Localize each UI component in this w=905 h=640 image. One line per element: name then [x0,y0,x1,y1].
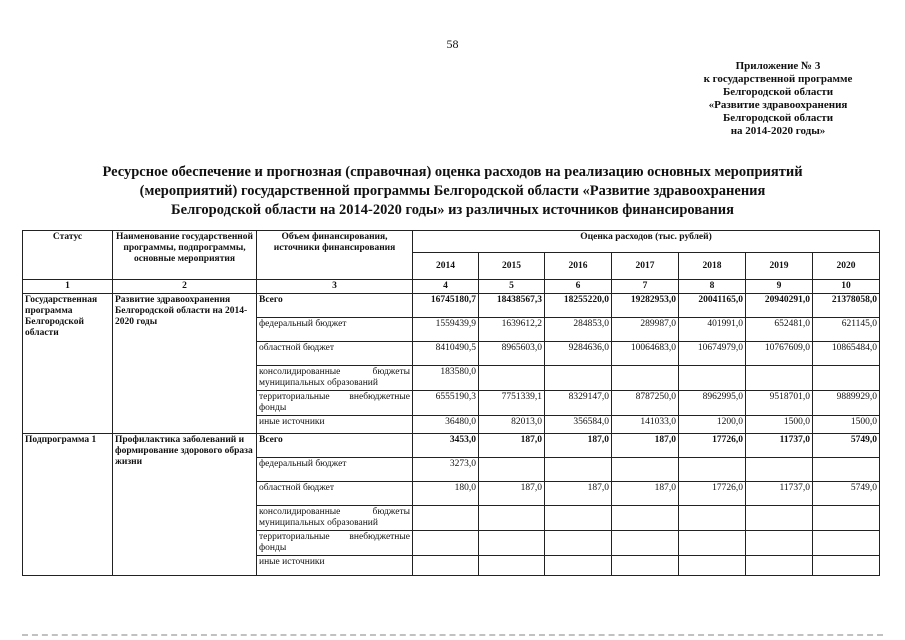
page-number: 58 [446,37,459,51]
column-index: 4 [413,280,479,294]
table-row [23,294,880,318]
appendix-line: «Развитие здравоохранения [708,99,848,111]
column-index-row [23,280,880,294]
amount-cell: 1500,0 [746,416,813,434]
amount-cell [813,506,880,531]
column-index: 6 [545,280,612,294]
amount-cell: 141033,0 [612,416,679,434]
amount-cell [479,458,545,482]
funding-source-cell: Всего [257,294,413,318]
amount-cell [612,458,679,482]
amount-cell [612,556,679,576]
amount-cell: 11737,0 [746,434,813,458]
amount-cell [679,556,746,576]
amount-cell: 8965603,0 [479,342,545,366]
title-line: Белгородской области на 2014-2020 годы» из различных источников финансирования [171,202,734,218]
funding-source-cell: федеральный бюджет [257,458,413,482]
amount-cell [545,556,612,576]
amount-cell [612,531,679,556]
amount-cell: 1559439,9 [413,318,479,342]
amount-cell [746,506,813,531]
amount-cell: 21378058,0 [813,294,880,318]
program-name-cell: Развитие здравоохранения Белгородской области на 2014-2020 годы [113,294,257,434]
appendix-line: к государственной программе [703,73,853,85]
amount-cell [612,506,679,531]
header-status: Статус [23,231,113,280]
amount-cell [545,458,612,482]
amount-cell [746,366,813,391]
amount-cell: 9284636,0 [545,342,612,366]
amount-cell [413,531,479,556]
amount-cell: 3453,0 [413,434,479,458]
amount-cell [413,506,479,531]
amount-cell [479,506,545,531]
amount-cell [746,458,813,482]
title-line: Ресурсное обеспечение и прогнозная (справочная) оценка расходов на реализацию основных мероприятий [102,164,803,180]
amount-cell: 1639612,2 [479,318,545,342]
amount-cell: 8962995,0 [679,391,746,416]
header-row [23,231,880,253]
amount-cell [679,458,746,482]
amount-cell [612,366,679,391]
amount-cell [746,556,813,576]
amount-cell: 5749,0 [813,482,880,506]
amount-cell: 187,0 [479,482,545,506]
funding-source-cell: территориальные внебюджетные фонды [257,531,413,556]
amount-cell: 17726,0 [679,434,746,458]
funding-source-cell: федеральный бюджет [257,318,413,342]
amount-cell: 9889929,0 [813,391,880,416]
amount-cell: 1500,0 [813,416,880,434]
header-year: 2018 [679,253,746,280]
amount-cell: 8329147,0 [545,391,612,416]
header-name: Наименование государственной программы, подпрограммы, основные мероприятия [113,231,257,280]
amount-cell [413,556,479,576]
amount-cell: 10767609,0 [746,342,813,366]
amount-cell: 183580,0 [413,366,479,391]
amount-cell: 401991,0 [679,318,746,342]
amount-cell: 7751339,1 [479,391,545,416]
column-index: 5 [479,280,545,294]
funding-source-cell: территориальные внебюджетные фонды [257,391,413,416]
amount-cell: 9518701,0 [746,391,813,416]
amount-cell [813,556,880,576]
amount-cell: 20940291,0 [746,294,813,318]
amount-cell: 1200,0 [679,416,746,434]
status-cell: Подпрограмма 1 [23,434,113,576]
amount-cell [479,556,545,576]
header-year: 2014 [413,253,479,280]
amount-cell [479,366,545,391]
amount-cell [479,531,545,556]
table-row [23,434,880,458]
amount-cell: 187,0 [545,482,612,506]
amount-cell: 621145,0 [813,318,880,342]
column-index: 1 [23,280,113,294]
amount-cell: 187,0 [612,482,679,506]
amount-cell [813,458,880,482]
amount-cell: 10674979,0 [679,342,746,366]
column-index: 10 [813,280,880,294]
amount-cell: 11737,0 [746,482,813,506]
amount-cell: 356584,0 [545,416,612,434]
amount-cell [679,531,746,556]
column-index: 2 [113,280,257,294]
amount-cell [679,506,746,531]
amount-cell: 187,0 [479,434,545,458]
document-title [40,163,865,220]
header-year: 2017 [612,253,679,280]
column-index: 3 [257,280,413,294]
appendix-line: Приложение № 3 [735,60,821,72]
status-cell: Государственная программа Белгородской области [23,294,113,434]
header-year: 2019 [746,253,813,280]
amount-cell: 187,0 [612,434,679,458]
funding-source-cell: консолидированные бюджеты муниципальных образований [257,366,413,391]
header-year: 2020 [813,253,880,280]
funding-source-cell: иные источники [257,556,413,576]
amount-cell: 17726,0 [679,482,746,506]
funding-source-cell: консолидированные бюджеты муниципальных образований [257,506,413,531]
appendix-line: Белгородской области [722,86,834,98]
column-index: 9 [746,280,813,294]
amount-cell: 3273,0 [413,458,479,482]
amount-cell [545,366,612,391]
amount-cell [746,531,813,556]
amount-cell [545,506,612,531]
header-year: 2016 [545,253,612,280]
amount-cell: 652481,0 [746,318,813,342]
amount-cell: 19282953,0 [612,294,679,318]
amount-cell: 187,0 [545,434,612,458]
funding-source-cell: областной бюджет [257,342,413,366]
column-index: 7 [612,280,679,294]
amount-cell: 10865484,0 [813,342,880,366]
bottom-rule [22,634,883,636]
amount-cell: 284853,0 [545,318,612,342]
amount-cell: 16745180,7 [413,294,479,318]
appendix-line: на 2014-2020 годы» [730,125,826,137]
amount-cell: 18255220,0 [545,294,612,318]
header-estimate: Оценка расходов (тыс. рублей) [413,231,880,253]
amount-cell: 8787250,0 [612,391,679,416]
amount-cell: 82013,0 [479,416,545,434]
appendix-line: Белгородской области [722,112,834,124]
amount-cell [545,531,612,556]
amount-cell: 5749,0 [813,434,880,458]
header-source: Объем финансирования, источники финансирования [257,231,413,280]
amount-cell: 289987,0 [612,318,679,342]
amount-cell: 6555190,3 [413,391,479,416]
funding-source-cell: областной бюджет [257,482,413,506]
funding-source-cell: иные источники [257,416,413,434]
amount-cell: 8410490,5 [413,342,479,366]
column-index: 8 [679,280,746,294]
funding-source-cell: Всего [257,434,413,458]
program-name-cell: Профилактика заболеваний и формирование здорового образа жизни [113,434,257,576]
funding-table [22,230,880,576]
appendix-note [673,60,883,138]
amount-cell [679,366,746,391]
amount-cell: 180,0 [413,482,479,506]
title-line: (мероприятий) государственной программы Белгородской области «Развитие здравоохранения [139,183,766,199]
amount-cell: 10064683,0 [612,342,679,366]
amount-cell [813,366,880,391]
amount-cell: 20041165,0 [679,294,746,318]
header-year: 2015 [479,253,545,280]
amount-cell: 18438567,3 [479,294,545,318]
amount-cell [813,531,880,556]
table-body [23,294,880,576]
amount-cell: 36480,0 [413,416,479,434]
